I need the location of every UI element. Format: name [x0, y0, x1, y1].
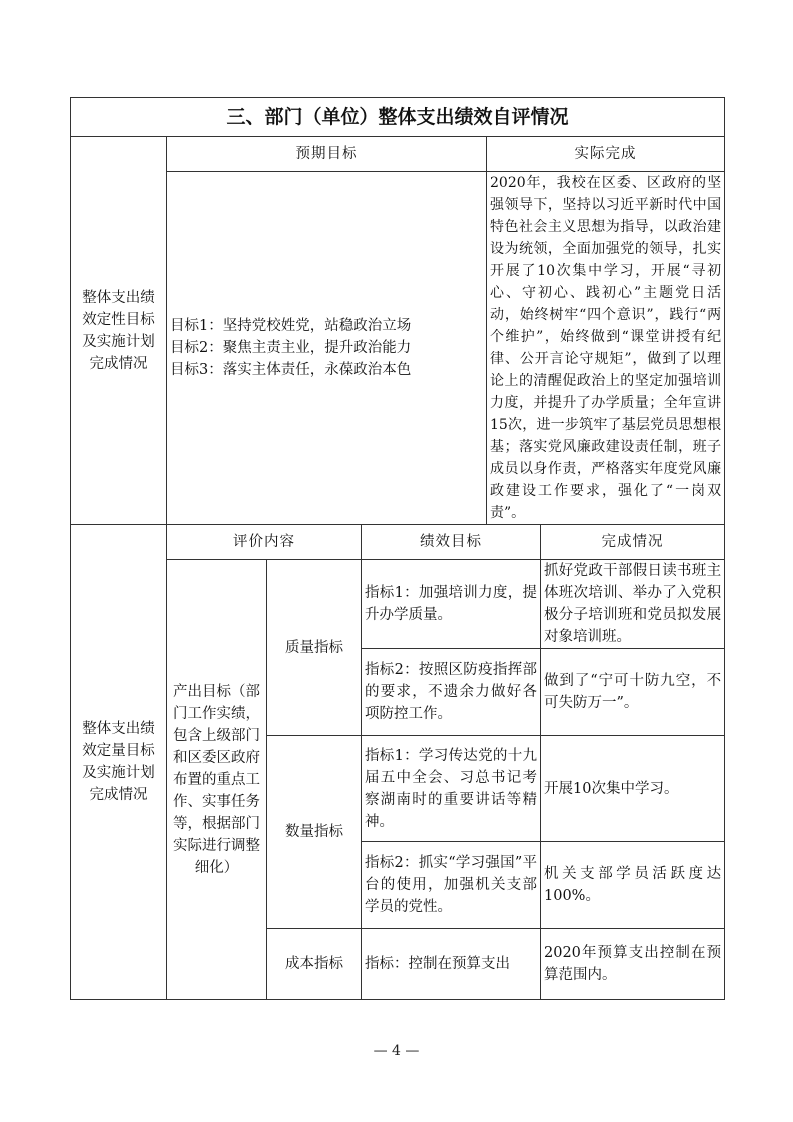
table-title: 三、部门（单位）整体支出绩效自评情况: [71, 98, 725, 137]
header-expected-goals: 预期目标: [167, 137, 487, 172]
performance-table: [70, 97, 725, 1000]
quantitative-row-label: 整体支出绩效定量目标及实施计划完成情况: [71, 525, 167, 1000]
quantity-status-1: 开展10次集中学习。: [541, 736, 725, 842]
header-actual-completion: 实际完成: [487, 137, 725, 172]
cost-indicator-label: 成本指标: [267, 929, 362, 1000]
header-completion-status: 完成情况: [541, 525, 725, 560]
quantity-indicator-label: 数量指标: [267, 736, 362, 929]
goal-3: 目标3：落实主体责任，永葆政治本色: [170, 362, 412, 378]
cost-status: 2020年预算支出控制在预算范围内。: [541, 929, 725, 1000]
header-performance-target: 绩效目标: [362, 525, 541, 560]
cost-target: 指标：控制在预算支出: [362, 929, 541, 1000]
quality-status-2: 做到了“宁可十防九空，不可失防万一”。: [541, 649, 725, 736]
actual-completion-text: 2020年，我校在区委、区政府的坚强领导下，坚持以习近平新时代中国特色社会主义思想为指导，以政治建设为统领，全面加强党的领导，扎实开展了10次集中学习，开展“寻初心、守初心、践初心”主题党日活动，始终树牢“四个意识”，践行“两个维护”，始终做到“课堂讲授有纪律、公开言论守规矩”，做到了以理论上的清醒促政治上的坚定加强培训力度，并提升了办学质量；全年宣讲15次，进一步筑牢了基层党员思想根基；落实党风廉政建设责任制，班子成员以身作责，严格落实年度党风廉政建设工作要求，强化了“一岗双责”。: [487, 172, 725, 525]
quantity-status-2: 机关支部学员活跃度达100%。: [541, 842, 725, 929]
quantity-target-2: 指标2：抓实“学习强国”平台的使用，加强机关支部学员的党性。: [362, 842, 541, 929]
quality-indicator-label: 质量指标: [267, 560, 362, 736]
expected-goals-cell: [167, 172, 487, 525]
output-target-label: 产出目标（部门工作实绩，包含上级部门和区委区政府布置的重点工作、实事任务等，根据部门实际进行调整细化）: [167, 560, 267, 1000]
goal-1: 目标1：坚持党校姓党，站稳政治立场: [170, 318, 412, 334]
page-number: — 4 —: [373, 1043, 420, 1059]
quality-target-2: 指标2：按照区防疫指挥部的要求，不遗余力做好各项防控工作。: [362, 649, 541, 736]
goal-2: 目标2：聚焦主责主业，提升政治能力: [170, 340, 412, 356]
quantity-target-1: 指标1：学习传达党的十九届五中全会、习总书记考察湖南时的重要讲话等精神。: [362, 736, 541, 842]
quality-target-1: 指标1：加强培训力度，提升办学质量。: [362, 560, 541, 649]
qualitative-row-label: 整体支出绩效定性目标及实施计划完成情况: [71, 137, 167, 525]
quality-status-1: 抓好党政干部假日读书班主体班次培训、举办了入党积极分子培训班和党员拟发展对象培训班。: [541, 560, 725, 649]
header-evaluation-content: 评价内容: [167, 525, 362, 560]
